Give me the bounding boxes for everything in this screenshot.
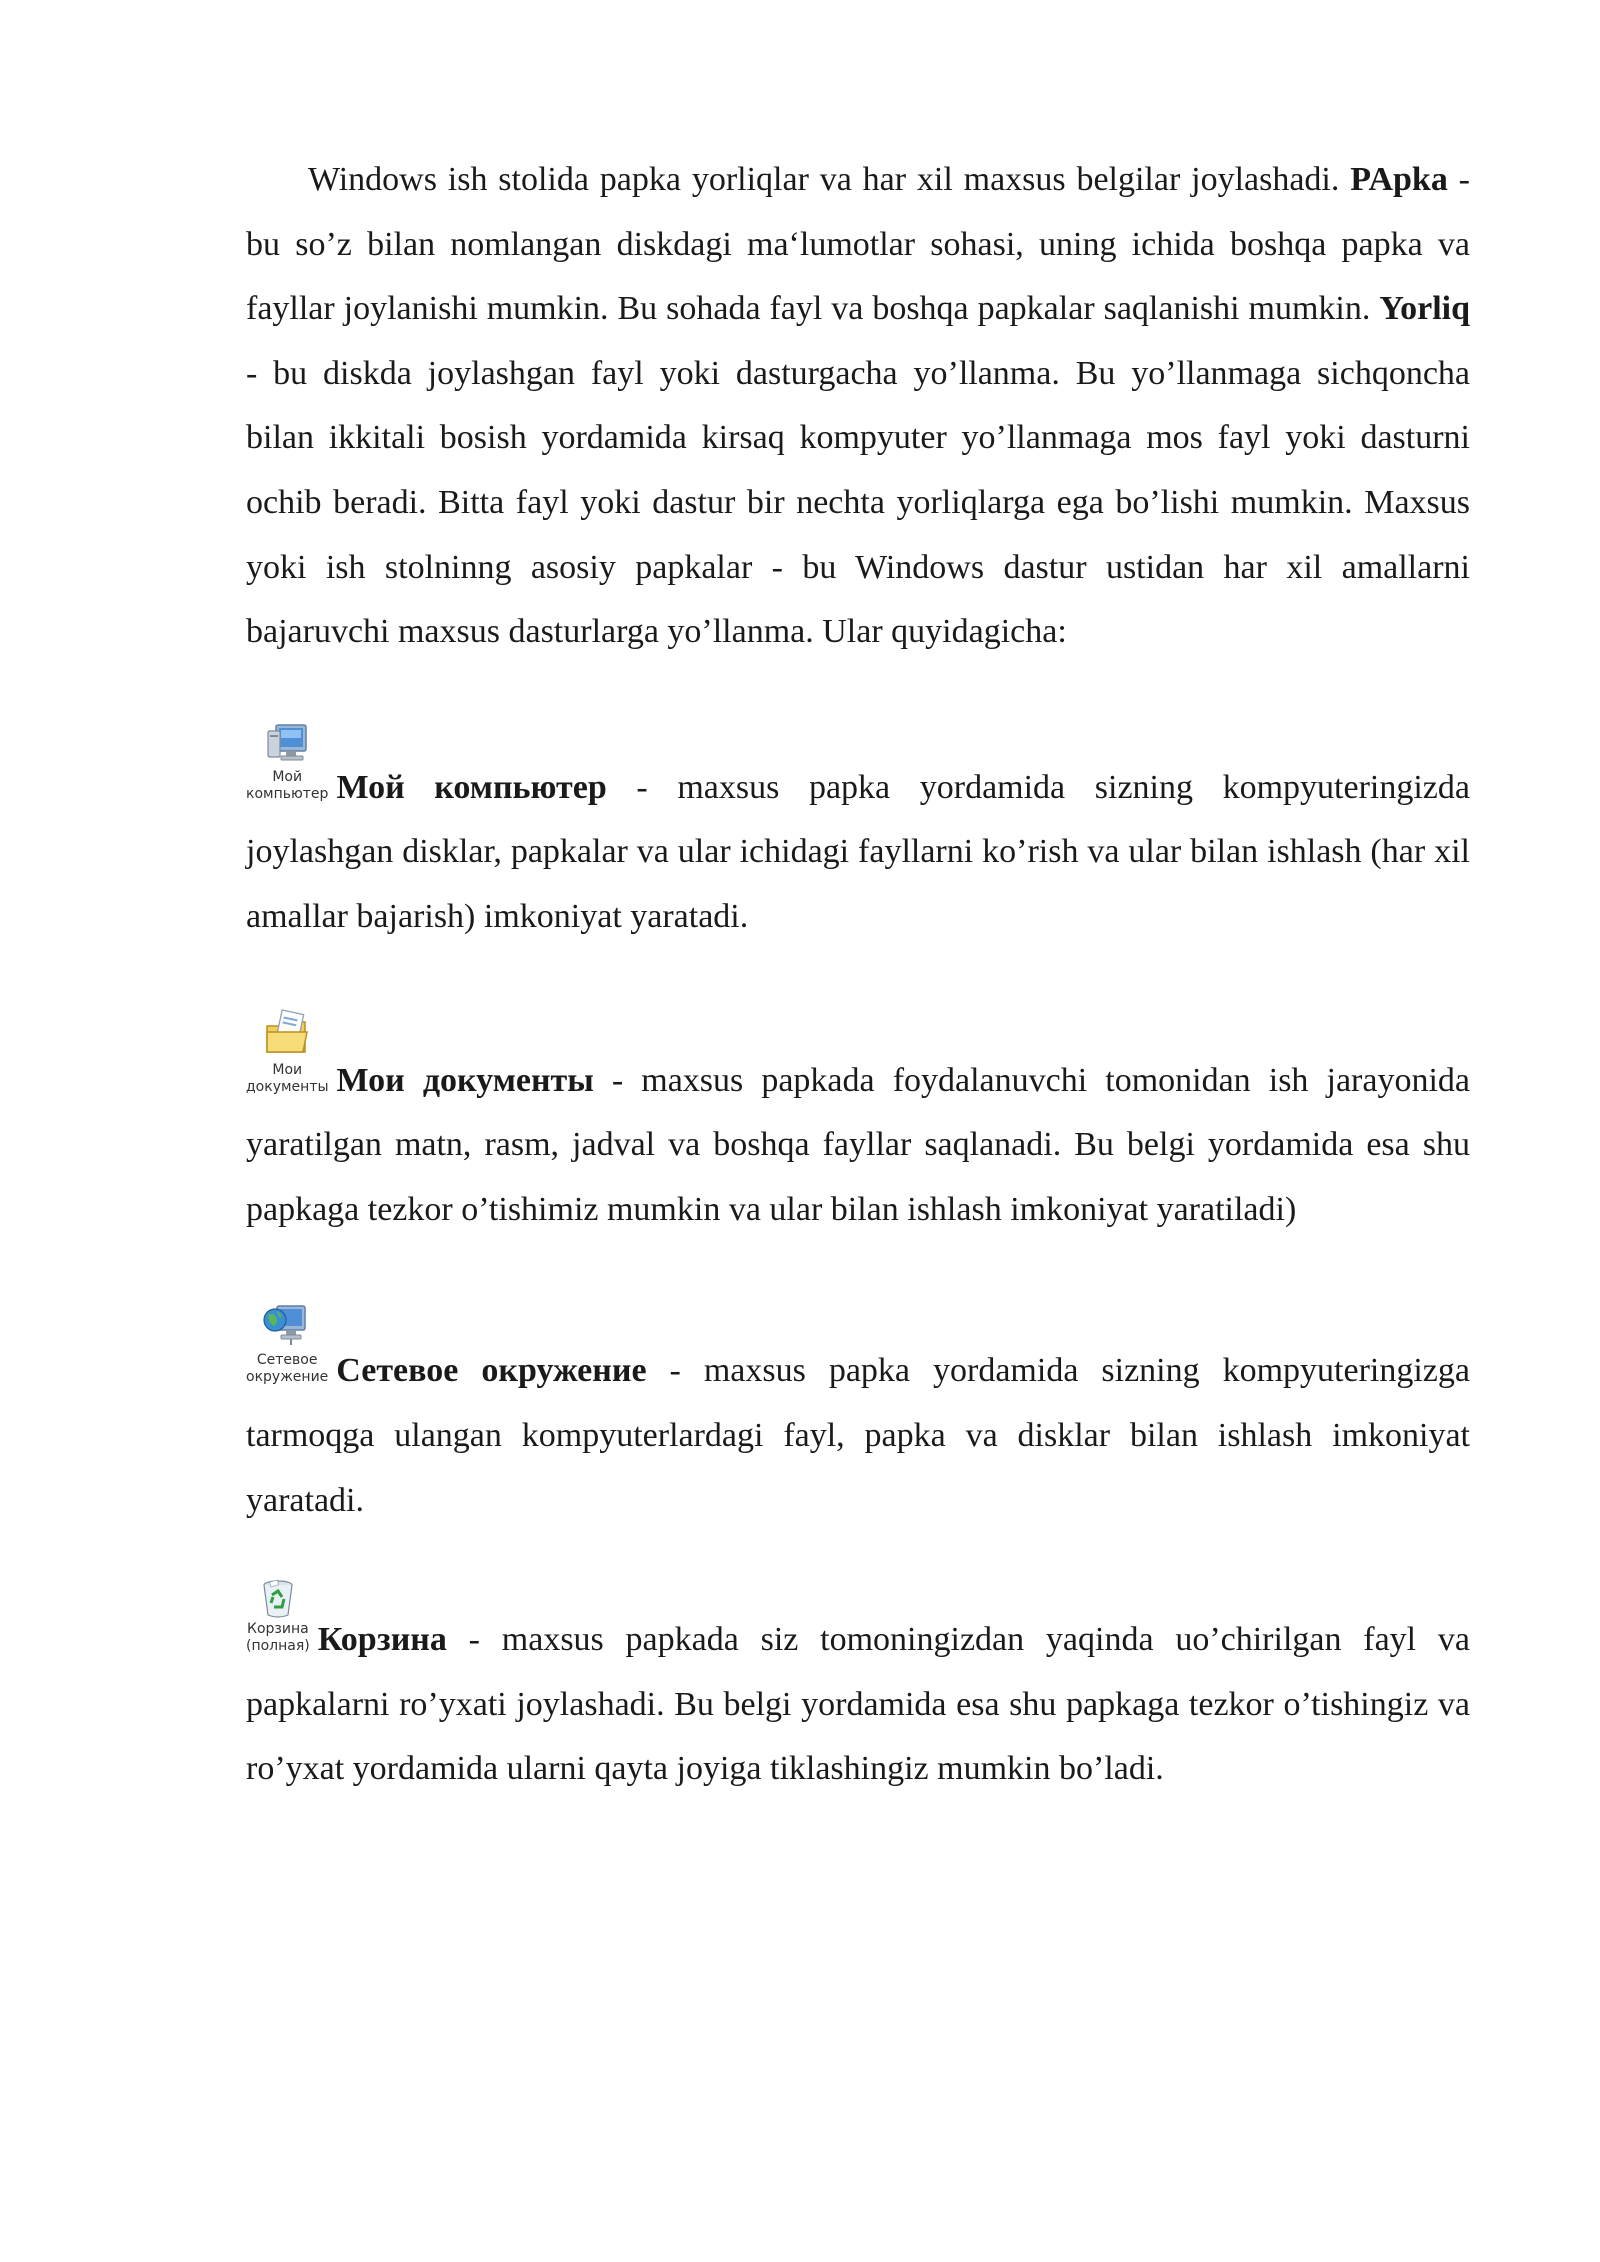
my-computer-icon — [262, 719, 312, 767]
entry-text-my-computer: - maxsus papka yordamida sizning kompyuteringizda joylashgan disklar, papkalar va ular ichidagi fayllarni ko’rish va ular bilan ishlash (har xil amallar bajarish) imkoniyat yaratadi. — [246, 768, 1470, 935]
intro-text-2: -bu so’z bilan nomlangan diskdagi ma‘lumotlar sohasi, uning ichida boshqa papka va fayllar joylanishi mumkin. Bu sohada fayl va boshqa papkalar saqlanishi mumkin. — [246, 161, 1470, 328]
my-computer-caption: Мой компьютер — [246, 768, 329, 802]
entry-title-network-places: Сетевое окружение — [336, 1352, 647, 1390]
term-papka: PApka — [1350, 161, 1448, 198]
my-documents-icon — [261, 1008, 313, 1060]
entry-my-documents — [246, 1008, 1470, 1243]
my-computer-shortcut[interactable] — [246, 719, 328, 803]
entry-network-places — [246, 1300, 1470, 1533]
intro-text-3: - bu diskda joylashgan fayl yoki dasturgacha yo’llanma. Bu yo’llanmaga sichqoncha bilan ikkitali bosish yordamida kirsaq kompyuter yo’llanmaga mos fayl yoki dasturni ochib beradi. Bitta fayl yoki dastur bir nechta yorliqlarga ega bo’lishi mumkin. Maxsus yoki ish stolninng asosiy papkalar - bu Windows dastur ustidan har xil amallarni bajaruvchi maxsus dasturlarga yo’llanma. Ular quyidagicha: — [246, 354, 1470, 651]
intro-paragraph — [246, 148, 1470, 665]
term-yorliq: Yorliq — [1379, 290, 1470, 328]
entry-text-recycle-bin: - maxsus papkada siz tomoningizdan yaqinda uo’chirilgan fayl va papkalarni ro’yxati joylashadi. Bu belgi yordamida esa shu papkaga tezkor o’tishingiz va ro’yxat yordamida ularni qayta joyiga tiklashingiz mumkin bo’ladi. — [246, 1621, 1470, 1788]
entry-recycle-bin — [246, 1577, 1470, 1802]
intro-text-1: Windows ish stolida papka yorliqlar va har xil maxsus belgilar joylashadi. — [308, 161, 1351, 198]
entry-title-my-computer: Мой компьютер — [336, 768, 607, 806]
my-documents-caption: Мои документы — [246, 1061, 329, 1095]
entry-my-computer — [246, 719, 1470, 950]
recycle-bin-caption: Корзина (полная) — [246, 1621, 310, 1655]
entry-text-network-places: - maxsus papka yordamida sizning kompyuteringizga tarmoqga ulangan kompyuterlardagi fayl, papka va disklar bilan ishlash imkoniyat yaratadi. — [246, 1352, 1470, 1519]
entry-title-recycle-bin: Корзина — [317, 1621, 447, 1659]
recycle-bin-shortcut[interactable] — [246, 1577, 310, 1655]
entry-text-my-documents: - maxsus papkada foydalanuvchi tomonidan ish jarayonida yaratilgan matn, rasm, jadval va boshqa fayllar saqlanadi. Bu belgi yordamida esa shu papkaga tezkor o’tishimiz mumkin va ular bilan ishlash imkoniyat yaratiladi) — [246, 1061, 1470, 1228]
network-places-caption: Сетевое окружение — [246, 1352, 329, 1386]
network-places-shortcut[interactable] — [246, 1300, 328, 1386]
entry-title-my-documents: Мои документы — [336, 1061, 594, 1099]
recycle-bin-icon — [258, 1577, 298, 1619]
network-places-icon — [261, 1300, 313, 1350]
my-documents-shortcut[interactable] — [246, 1008, 329, 1096]
document-page — [246, 148, 1470, 1802]
